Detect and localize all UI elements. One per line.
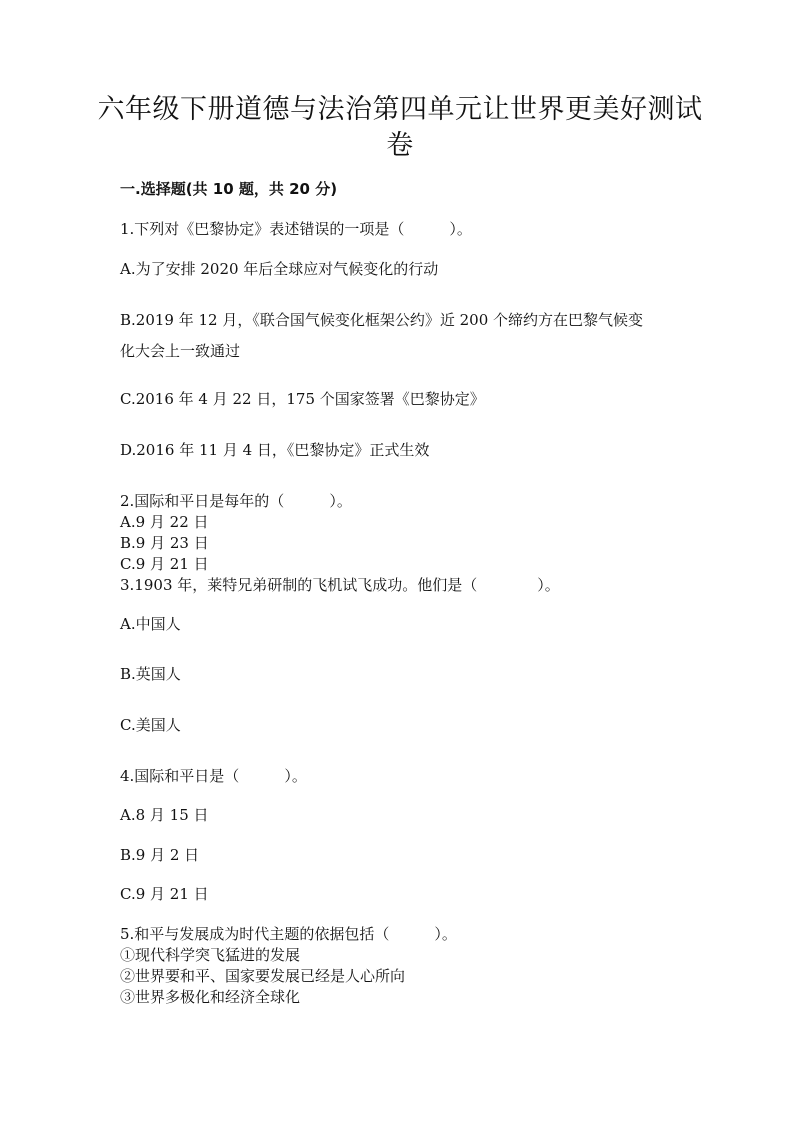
question-4-option-b: B.9 月 2 日: [120, 846, 200, 864]
question-1-stem: 1.下列对《巴黎协定》表述错误的一项是（ ）。: [120, 220, 472, 238]
question-1-option-c: C.2016 年 4 月 22 日，175 个国家签署《巴黎协定》: [120, 390, 485, 408]
question-2-option-a: A.9 月 22 日: [120, 513, 209, 531]
question-2-stem: 2.国际和平日是每年的（ ）。: [120, 492, 352, 510]
question-1-option-a: A.为了安排 2020 年后全球应对气候变化的行动: [120, 260, 439, 278]
question-3-option-a: A.中国人: [120, 615, 181, 633]
question-5-statement-2: ②世界要和平、国家要发展已经是人心所向: [120, 967, 406, 985]
question-4-option-a: A.8 月 15 日: [120, 806, 209, 824]
question-3-option-c: C.美国人: [120, 716, 181, 734]
question-5-stem: 5.和平与发展成为时代主题的依据包括（ ）。: [120, 925, 457, 943]
question-2-option-b: B.9 月 23 日: [120, 534, 209, 552]
question-3-option-b: B.英国人: [120, 665, 181, 683]
section-heading: 一.选择题(共 10 题，共 20 分): [120, 180, 338, 198]
question-4-option-c: C.9 月 21 日: [120, 885, 209, 903]
question-1-option-b-continued: 化大会上一致通过: [120, 342, 241, 360]
title-line-1: 六年级下册道德与法治第四单元让世界更美好测试: [97, 94, 703, 125]
question-4-stem: 4.国际和平日是（ ）。: [120, 767, 307, 785]
question-5-statement-3: ③世界多极化和经济全球化: [120, 988, 301, 1006]
page-title: [90, 92, 710, 164]
question-1-option-d: D.2016 年 11 月 4 日，《巴黎协定》正式生效: [120, 441, 430, 459]
question-5-statement-1: ①现代科学突飞猛进的发展: [120, 946, 301, 964]
question-2-option-c: C.9 月 21 日: [120, 555, 209, 573]
question-3-stem: 3.1903 年，莱特兄弟研制的飞机试飞成功。他们是（ ）。: [120, 576, 560, 594]
title-line-2: 卷: [386, 130, 414, 161]
question-1-option-b: B.2019 年 12 月，《联合国气候变化框架公约》近 200 个缔约方在巴黎气候变: [120, 311, 644, 329]
